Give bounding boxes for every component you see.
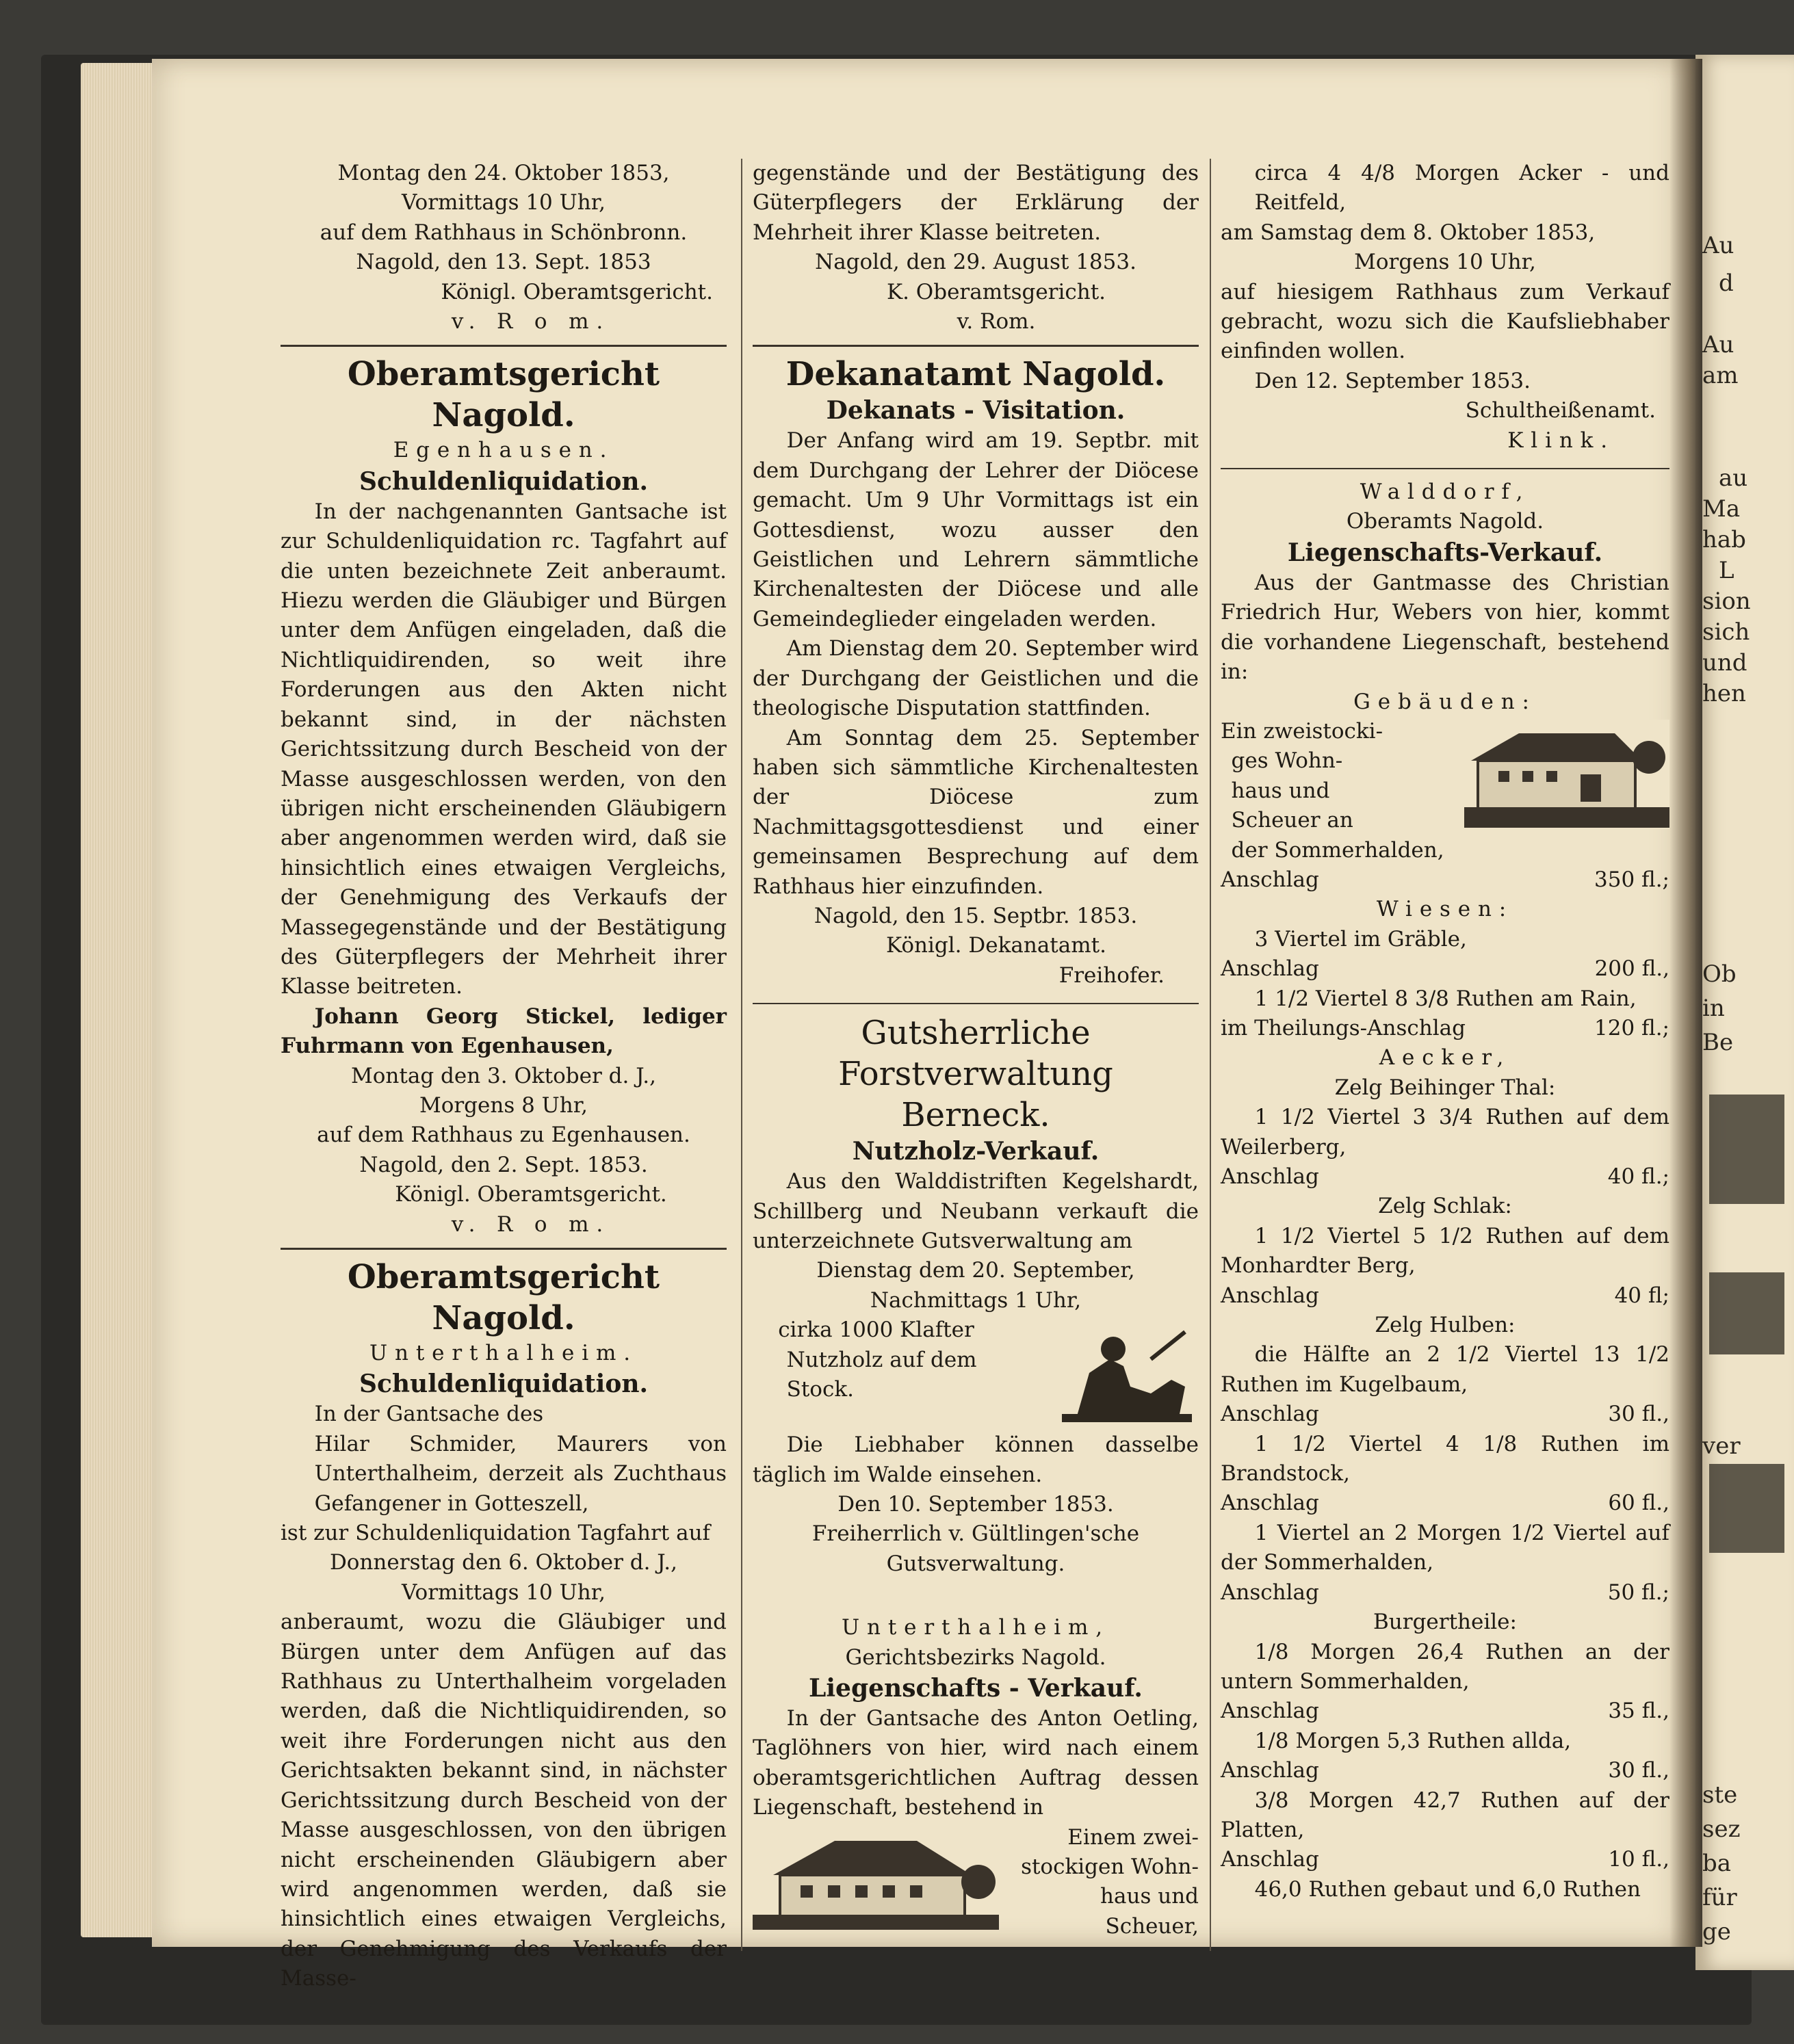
continuation-text: circa 4 4/8 Morgen Acker - und Reitfeld, [1254,161,1669,215]
price-row [1221,1489,1669,1518]
next-page-fragment: Ob [1702,960,1737,988]
notice-body: In der Gantsache des Anton Oetling, Taglöhners von hier, wird nach einem oberamtsgerichtlichen Auftrag dessen Liegenschaft, bestehend in [753,1706,1199,1820]
house-woodcut-icon [753,1827,999,1930]
item-label: Anschlag [1221,867,1319,892]
notice-district: Oberamts Nagold. [1346,509,1544,534]
debtor-name: Johann Georg Stickel, lediger Fuhrmann von Egenhausen, [281,1004,727,1059]
date-line: Morgens 8 Uhr, [419,1092,588,1118]
next-page-fragment: ba [1702,1850,1732,1877]
house-illustration [753,1827,999,1930]
place-date: Nagold, den 13. Sept. 1853 [356,250,651,275]
next-page-fragment: Au [1702,232,1734,259]
item-label: Anschlag [1221,956,1319,982]
divider [281,345,727,347]
price-row [1221,1756,1669,1785]
notice-heading: Oberamtsgericht Nagold. [347,1258,660,1337]
house-description: Scheuer, [1105,1913,1199,1939]
item-description: 3 Viertel im Gräble, [1254,926,1467,952]
item-label: Anschlag [1221,1580,1319,1605]
notice-body: In der nachgenannten Gantsache ist zur Schuldenliquidation rc. Tagfahrt auf die unten bezeichnete Zeit anberaumt. Hiezu werden die Gläubiger und Bürgen unter dem Anfügen eingeladen, daß die Nichtliquidirenden, so weit ihre Forderungen aus den Akten nicht bekannt sind, in der nächsten Gerichtssitzung durch Bescheid von der Masse ausgeschlossen werden, von den übrigen nicht erscheinenden Gläubigern aber angenommen werden wird, daß sie hinsichtlich eines etwaigen Vergleichs, der Genehmigung des Verkaufs der Massegegenstände und der Bestätigung des Güterpflegers der Mehrheit ihrer Klasse beitreten. [281,499,727,999]
next-page-fragment: L [1719,557,1734,584]
item-price: 120 fl.; [1594,1015,1669,1040]
building-description: ges Wohn- [1231,748,1343,774]
place-date: Den 10. September 1853. [837,1492,1114,1517]
column-3 [1221,159,1669,1904]
house-illustration [1464,720,1669,829]
item-description: 46,0 Ruthen gebaut und 6,0 Ruthen [1254,1876,1641,1902]
item-description: 3/8 Morgen 42,7 Ruthen auf der Platten, [1221,1787,1669,1842]
next-page-fragment: Be [1702,1029,1734,1056]
item-label: Anschlag [1221,1699,1319,1724]
auction-line: auf dem Rathhaus in Schönbronn. [320,220,688,245]
next-page-woodcut [1709,1272,1784,1354]
zelg-heading: Zelg Schlak: [1378,1194,1512,1219]
price-row [1221,1014,1669,1043]
place-date: Nagold, den 29. August 1853. [815,250,1136,275]
spacer [753,1591,1199,1605]
date-line: am Samstag dem 8. Oktober 1853, [1221,220,1596,245]
item-price: 30 fl., [1608,1402,1669,1427]
notice-body: Der Anfang wird am 19. Septbr. mit dem Durchgang der Lehrer der Diöcese gemacht. Um 9 Uhr Vormittags ist ein Gottesdienst, wozu ausser den Geistlichen und Lehrern sämmtliche Kirchenaltesten der Diöcese und alle Gemeindeglieder eingeladen werden. [753,428,1199,631]
notice-body: auf hiesigem Rathhaus zum Verkauf gebracht, wozu sich die Kaufsliebhaber einfinden wollen. [1221,279,1669,364]
notice-text: ist zur Schuldenliquidation Tagfahrt auf [281,1521,711,1546]
next-page-fragment: ge [1702,1918,1731,1945]
item-label: Anschlag [1221,1164,1319,1189]
item-label: Anschlag [1221,1402,1319,1427]
notice-heading: Oberamtsgericht Nagold. [347,355,660,435]
notice-body: Am Dienstag dem 20. September wird der Durchgang der Geistlichen und die theologische Disputation stattfinden. [753,636,1199,721]
next-page-fragment: für [1702,1884,1737,1911]
date-line: Nachmittags 1 Uhr, [870,1287,1082,1313]
price-row [1221,1162,1669,1192]
item-label: im Theilungs-Anschlag [1221,1015,1466,1040]
item-description: 1/8 Morgen 26,4 Ruthen an der untern Sommerhalden, [1221,1639,1669,1694]
item-label: Anschlag [1221,1847,1319,1872]
zelg-heading: Zelg Beihinger Thal: [1334,1075,1556,1100]
item-description: 1/8 Morgen 5,3 Ruthen allda, [1254,1728,1572,1753]
signature: Königl. Dekanatamt. [886,933,1106,958]
price-row [1221,954,1669,984]
date-line: Donnerstag den 6. Oktober d. J., [329,1550,678,1575]
item-label: Anschlag [1221,1758,1319,1783]
item-price: 200 fl., [1594,956,1669,982]
page-gutter-shadow [1669,59,1702,1947]
next-page-fragment: Au [1702,331,1734,358]
divider [753,1003,1199,1004]
next-page-fragment: au [1719,464,1748,492]
auction-line: Vormittags 10 Uhr, [402,190,606,215]
notice-subheading: Schuldenliquidation. [359,1370,649,1399]
next-page-fragment: ver [1702,1432,1741,1460]
item-label: Anschlag [1221,1491,1319,1516]
house-description: stockigen Wohn- [1021,1855,1199,1880]
item-price: 40 fl.; [1607,1164,1669,1189]
signature: Gutsverwaltung. [886,1551,1065,1576]
item-description: 1 1/2 Viertel 3 3/4 Ruthen auf dem Weilerberg, [1221,1105,1669,1159]
item-price: 10 fl., [1608,1847,1669,1872]
signature: Schultheißenamt. [1465,398,1656,423]
next-page-edge [1695,55,1794,1970]
next-page-fragment: hab [1702,526,1746,553]
building-description: haus und [1231,778,1330,803]
signature: Königl. Oberamtsgericht. [441,279,713,304]
price-row [1221,1845,1669,1874]
next-page-fragment: hen [1702,680,1746,707]
item-price: 35 fl., [1608,1699,1669,1724]
notice-body: Aus den Walddistriften Kegelshardt, Schillberg und Neubann verkauft die unterzeichnete Gutsverwaltung am [753,1169,1199,1253]
notice-subheading: Nutzholz-Verkauf. [852,1137,1100,1166]
divider [281,1248,727,1250]
notice-subheading: Dekanats - Visitation. [826,396,1126,425]
price-row [1221,1281,1669,1311]
item-description: 1 1/2 Viertel 4 1/8 Ruthen im Brandstock, [1221,1431,1669,1486]
debtor-name: Hilar Schmider, Maurers von Unterthalheim, derzeit als Zuchthaus Gefangener in Gotteszell, [314,1431,727,1516]
signature: Freihofer. [1058,962,1165,988]
wood-offer: Nutzholz auf dem [786,1347,977,1372]
column-1 [281,159,727,1994]
next-page-fragment: und [1702,649,1747,677]
notice-place: Unterthalheim. [369,1341,638,1365]
next-page-fragment: sez [1702,1816,1741,1843]
column-2 [753,159,1199,1941]
divider [753,345,1199,347]
section-heading: Wiesen: [1376,897,1514,922]
page-edges [81,63,156,1937]
signature: v. R o m. [451,309,611,335]
next-page-woodcut [1709,1095,1784,1204]
woodcutter-woodcut-icon [1048,1318,1199,1428]
signature: Königl. Oberamtsgericht. [395,1182,667,1207]
item-price: 350 fl.; [1594,867,1669,892]
column-separator [741,159,742,1951]
building-description: der Sommerhalden, [1231,837,1444,863]
auction-line: Montag den 24. Oktober 1853, [337,161,670,185]
item-description: die Hälfte an 2 1/2 Viertel 13 1/2 Ruthen im Kugelbaum, [1221,1342,1669,1397]
woodcutter-illustration [1048,1318,1199,1428]
section-heading: Gebäuden: [1353,689,1537,714]
date-line: Dienstag dem 20. September, [816,1258,1135,1283]
notice-heading: Berneck. [901,1096,1050,1135]
notice-body: Aus der Gantmasse des Christian Friedrich Hur, Webers von hier, kommt die vorhandene Liegenschaft, bestehend in: [1221,570,1669,685]
house-woodcut-icon [1464,720,1669,829]
item-price: 30 fl., [1608,1758,1669,1783]
next-page-woodcut [1709,1464,1784,1553]
notice-body: Am Sonntag dem 25. September haben sich sämmtliche Kirchenaltesten der Diöcese zum Nachmittagsgottesdienst und einer gemeinsamen Besprechung auf dem Rathhaus hier einzufinden. [753,725,1199,899]
next-page-fragment: ste [1702,1781,1738,1809]
house-description: Einem zwei- [1067,1824,1199,1850]
signature: Klink. [1507,428,1615,453]
signature: Freiherrlich v. Gültlingen'sche [811,1521,1140,1547]
zelg-heading: Zelg Hulben: [1375,1313,1516,1338]
wood-offer: Stock. [786,1377,854,1402]
column-separator [1210,159,1211,1951]
notice-subheading: Schuldenliquidation. [359,467,649,496]
item-label: Anschlag [1221,1283,1319,1308]
date-line: auf dem Rathhaus zu Egenhausen. [317,1123,690,1148]
building-description: Scheuer an [1231,808,1353,833]
item-description: 1 1/2 Viertel 8 3/8 Ruthen am Rain, [1254,986,1637,1011]
notice-heading: Gutsherrliche Forstverwaltung [838,1014,1113,1094]
date-line: Morgens 10 Uhr, [1354,250,1536,275]
notice-place: Unterthalheim, [842,1615,1110,1640]
item-price: 50 fl.; [1607,1580,1669,1605]
next-page-fragment: am [1702,362,1739,389]
notice-place: Egenhausen. [393,438,614,463]
item-description: 1 Viertel an 2 Morgen 1/2 Viertel auf der Sommerhalden, [1221,1520,1669,1575]
notice-body: Die Liebhaber können dasselbe täglich im Walde einsehen. [753,1432,1199,1487]
notice-subheading: Liegenschafts - Verkauf. [809,1674,1143,1703]
divider [1221,468,1669,469]
price-row [1221,1696,1669,1726]
place-date: Nagold, den 2. Sept. 1853. [359,1152,648,1177]
notice-body: anberaumt, wozu die Gläubiger und Bürgen unter dem Anfügen auf das Rathhaus zu Unterthalheim vorgeladen werden, daß die Nichtliquidirenden, so weit ihre Forderungen nicht aus den Gerichtsakten bekannt sind, in nächster Gerichtssitzung durch Bescheid von der Masse ausgeschlossen, von den übrigen nicht erscheinenden Gläubigern aber wird angenommen werden, daß sie hinsichtlich eines etwaigen Vergleichs, der Genehmigung des Verkaufs der Masse- [281,1610,727,1991]
date-line: Vormittags 10 Uhr, [402,1580,606,1605]
next-page-fragment: Ma [1702,495,1741,523]
continuation-text: gegenstände und der Bestätigung des Güterpflegers der Erklärung der Mehrheit ihrer Klasse beitreten. [753,161,1199,245]
signature: v. R o m. [451,1211,611,1237]
notice-place: Walddorf, [1360,480,1531,505]
date-line: Montag den 3. Oktober d. J., [351,1063,656,1088]
section-heading: Aecker, [1379,1045,1511,1071]
date: Den 12. September 1853. [1254,368,1531,393]
item-price: 60 fl., [1608,1491,1669,1516]
section-heading: Burgertheile: [1373,1610,1517,1635]
notice-heading: Dekanatamt Nagold. [785,355,1166,394]
item-price: 40 fl; [1614,1283,1669,1308]
item-description: 1 1/2 Viertel 5 1/2 Ruthen auf dem Monhardter Berg, [1221,1223,1669,1279]
price-row [1221,1400,1669,1429]
building-description: Ein zweistocki- [1221,718,1383,744]
notice-intro: In der Gantsache des [314,1402,544,1427]
next-page-fragment: d [1719,270,1734,297]
next-page-fragment: sion [1702,588,1751,615]
next-page-fragment: in [1702,995,1725,1022]
next-page-fragment: sich [1702,618,1750,646]
signature: K. Oberamtsgericht. [886,279,1106,304]
wood-offer: cirka 1000 Klafter [778,1318,974,1343]
price-row [1221,1578,1669,1608]
signature: v. Rom. [957,309,1036,335]
notice-subheading: Liegenschafts-Verkauf. [1287,538,1603,567]
place-date: Nagold, den 15. Septbr. 1853. [814,903,1138,928]
notice-district: Gerichtsbezirks Nagold. [845,1645,1106,1670]
price-row [1221,865,1669,895]
house-description: haus und [1100,1884,1199,1909]
